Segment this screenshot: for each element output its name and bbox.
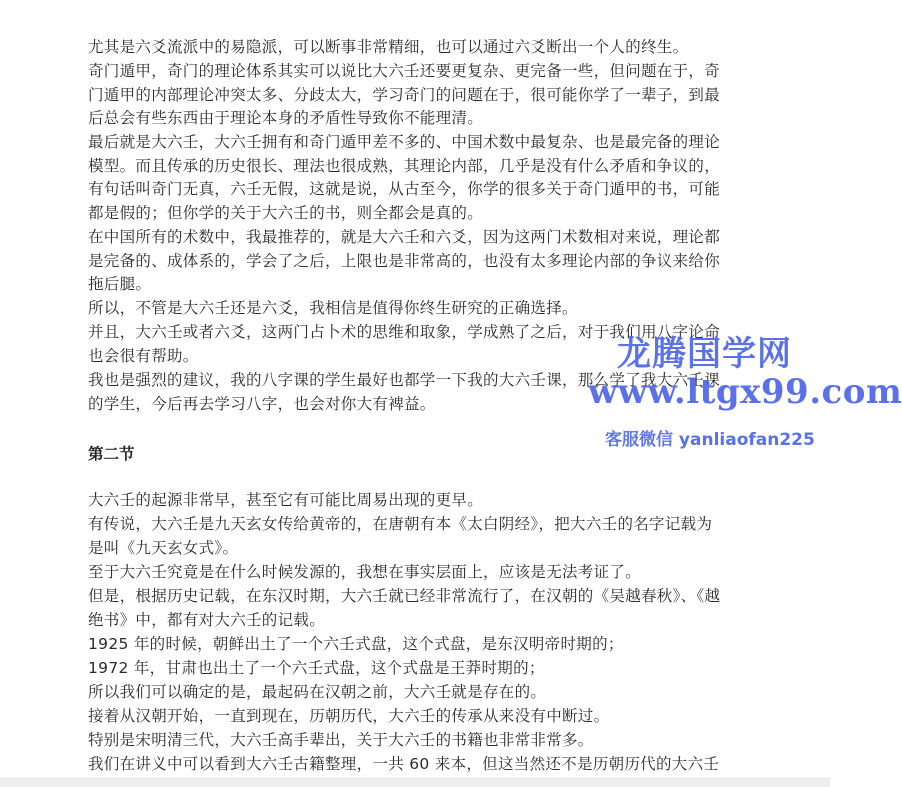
watermark-title: 龙腾国学网 <box>617 334 792 374</box>
text-line: 是叫《九天玄女式》。 <box>88 538 239 557</box>
paragraph-legend <box>88 513 748 560</box>
text-line: 所以我们可以确定的是，最起码在汉朝之前，大六壬就是存在的。 <box>88 683 547 701</box>
text-line: 尤其是六爻流派中的易隐派，可以断事非常精细，也可以通过六爻断出一个人的终生。 <box>88 38 689 56</box>
text-line: 模型。而且传承的历史很长、理法也很成熟，其理论内部，几乎是没有什么矛盾和争议的， <box>88 156 721 175</box>
text-line: 奇门遁甲，奇门的理论体系其实可以说比大六壬还要更复杂、更完备一些，但问题在于，奇 <box>88 62 721 80</box>
paragraph-lineage <box>88 705 748 729</box>
text-line: 1925 年的时候，朝鲜出土了一个六壬式盘，这个式盘，是东汉明帝时期的； <box>88 635 624 653</box>
paragraph-daliuren <box>88 131 748 225</box>
text-line: 接着从汉朝开始，一直到现在，历朝历代，大六壬的传承从来没有中断过。 <box>88 707 610 725</box>
text-line: 我也是强烈的建议，我的八字课的学生最好也都学一下我的大六壬课，那么学了我大六壬课 <box>88 371 721 389</box>
paragraph-1925 <box>88 633 748 657</box>
text-line: 并且，大六壬或者六爻，这两门占卜术的思维和取象，学成熟了之后，对于我们用八字论命 <box>88 323 721 341</box>
text-line: 所以，不管是大六壬还是六爻，我相信是值得你终生研究的正确选择。 <box>88 299 578 317</box>
text-line: 的学生，今后再去学习八字，也会对你大有裨益。 <box>88 394 436 413</box>
paragraph-1972 <box>88 657 748 681</box>
paragraph-dynasties <box>88 729 748 753</box>
bottom-scroll-edge <box>0 778 830 787</box>
paragraph-unverifiable <box>88 561 748 585</box>
section-heading: 第二节 <box>88 445 135 463</box>
text-line: 至于大六壬究竟是在什么时候发源的，我想在事实层面上，应该是无法考证了。 <box>88 563 642 581</box>
paragraph-liuyao-yiyin <box>88 36 748 60</box>
paragraph-classics <box>88 753 748 777</box>
text-line: 是完备的、成体系的，学会了之后，上限也是非常高的，也没有太多理论内部的争议来给你 <box>88 251 721 270</box>
text-line: 最后就是大六壬，大六壬拥有和奇门遁甲差不多的、中国术数中最复杂、也是最完备的理论 <box>88 133 721 151</box>
text-line: 都是假的；但你学的关于大六壬的书，则全都会是真的。 <box>88 203 484 222</box>
text-line: 大六壬的起源非常早，甚至它有可能比周易出现的更早。 <box>88 491 484 509</box>
paragraph-qimen <box>88 60 748 131</box>
text-line: 绝书》中，都有对大六壬的记载。 <box>88 610 326 629</box>
paragraph-han-records <box>88 585 748 632</box>
text-line: 1972 年，甘肃也出土了一个六壬式盘，这个式盘是王莽时期的； <box>88 659 545 677</box>
text-line: 有句话叫奇门无真，六壬无假，这就是说，从古至今，你学的很多关于奇门遁甲的书，可能 <box>88 180 721 198</box>
paragraph-recommendation <box>88 226 748 297</box>
watermark-contact: 客服微信 yanliaofan225 <box>605 430 815 450</box>
text-line: 门遁甲的内部理论冲突太多、分歧太大，学习奇门的问题在于，很可能你学了一辈子，到最 <box>88 85 721 104</box>
text-line: 也会很有帮助。 <box>88 346 199 365</box>
text-line: 特别是宋明清三代，大六壬高手辈出，关于大六壬的书籍也非常非常多。 <box>88 731 594 749</box>
paragraph-origin <box>88 489 748 513</box>
text-line: 有传说，大六壬是九天玄女传给黄帝的，在唐朝有本《太白阴经》，把大六壬的名字记载为 <box>88 515 713 533</box>
paragraph-conclusion <box>88 297 748 321</box>
text-line: 后总会有些东西由于理论本身的矛盾性导致你不能理清。 <box>88 109 484 127</box>
text-line: 但是，根据历史记载，在东汉时期，大六壬就已经非常流行了，在汉朝的《吴越春秋》、《越 <box>88 587 721 605</box>
text-line: 我们在讲义中可以看到大六壬古籍整理，一共 60 来本，但这当然还不是历朝历代的大六壬 <box>88 755 720 773</box>
watermark-url: www.ltgx99.com <box>588 372 902 412</box>
text-line: 拖后腿。 <box>88 275 152 293</box>
paragraph-certain <box>88 681 748 705</box>
text-line: 在中国所有的术数中，我最推荐的，就是大六壬和六爻，因为这两门术数相对来说，理论都 <box>88 228 721 246</box>
